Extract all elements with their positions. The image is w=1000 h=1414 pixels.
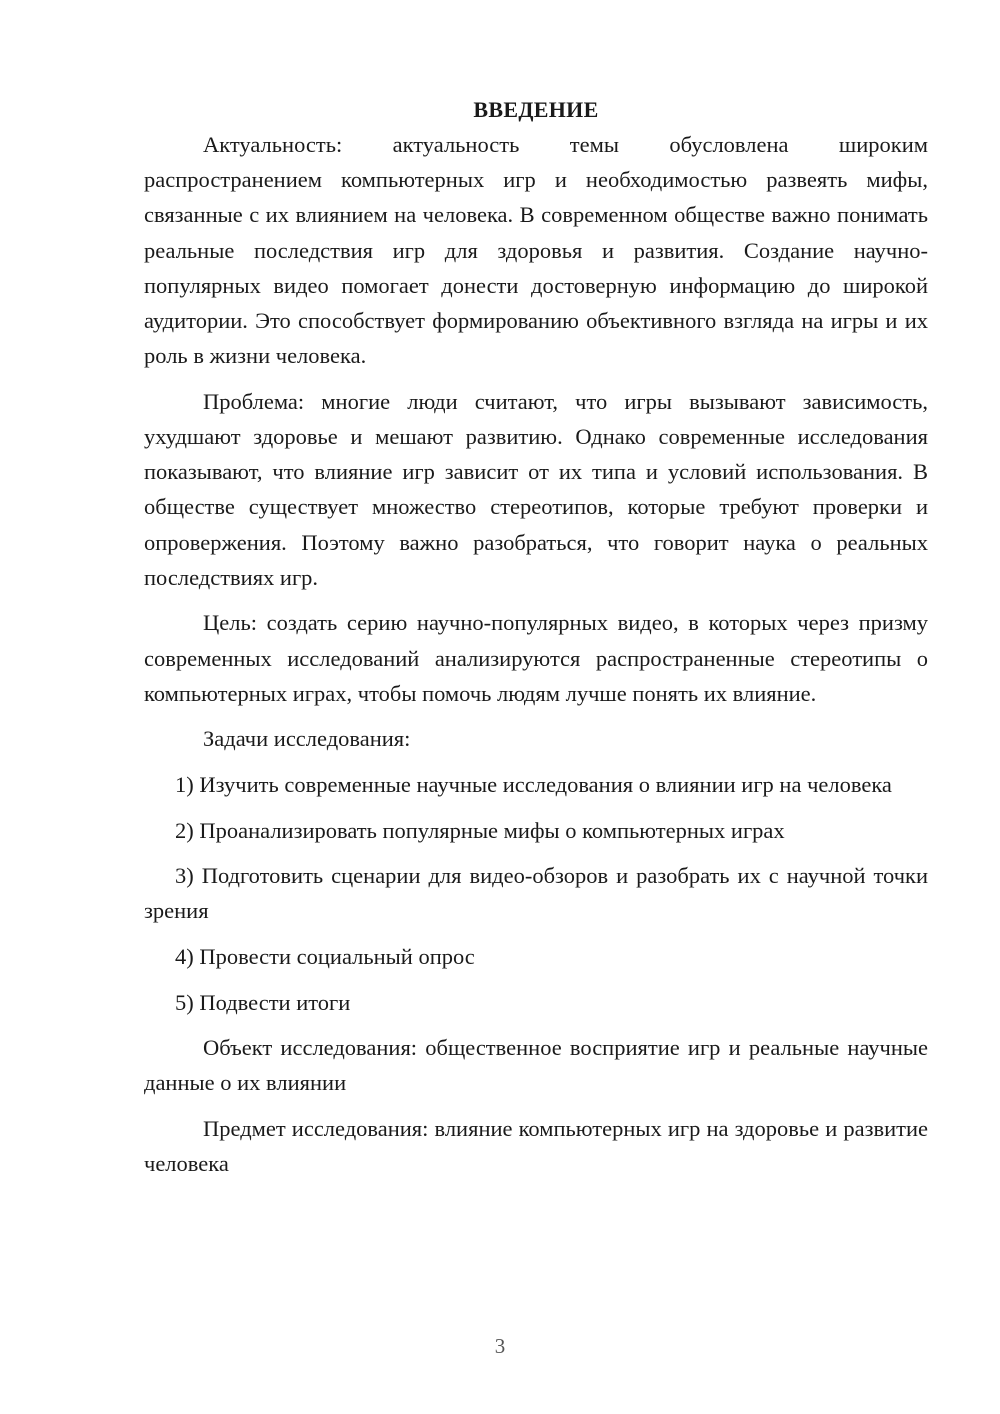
paragraph-object: Объект исследования: общественное восприятие игр и реальные научные данные о их влиянии (144, 1035, 928, 1096)
task-item: 1) Изучить современные научные исследования о влиянии игр на человека (175, 772, 892, 798)
paragraph-relevance: Актуальность: актуальность темы обусловлена широким распространением компьютерных игр и необходимостью развеять мифы, связанные с их влиянием на человека. В современном обществе важно понимать реальные последствия игр для здоровья и развития. Создание научно-популярных видео помогает донести достоверную информацию до широкой аудитории. Это способствует формированию объективного взгляда на игры и их роль в жизни человека. (144, 132, 928, 369)
task-item: 4) Провести социальный опрос (175, 944, 475, 969)
page-body (144, 92, 928, 1192)
tasks-heading: Задачи исследования: (203, 726, 411, 752)
task-item: 3) Подготовить сценарии для видео-обзоров и разобрать их с научной точки зрения (144, 863, 928, 924)
task-item: 5) Подвести итоги (175, 989, 351, 1015)
paragraph-subject: Предмет исследования: влияние компьютерных игр на здоровье и развитие человека (144, 1115, 928, 1177)
paragraph-problem: Проблема: многие люди считают, что игры вызывают зависимость, ухудшают здоровье и мешают развитию. Однако современные исследования показывают, что влияние игр зависит от их типа и условий использования. В обществе существует множество стереотипов, которые требуют проверки и опровержения. Поэтому важно разобраться, что говорит наука о реальных последствиях игр. (144, 388, 928, 590)
page-number: 3 (494, 1334, 506, 1358)
paragraph-goal: Цель: создать серию научно-популярных видео, в которых через призму современных исследований анализируются распространенные стереотипы о компьютерных играх, чтобы помочь людям лучше понять их влияние. (144, 610, 928, 706)
task-item: 2) Проанализировать популярные мифы о компьютерных играх (175, 817, 785, 843)
page-title: ВВЕДЕНИЕ (473, 97, 599, 122)
